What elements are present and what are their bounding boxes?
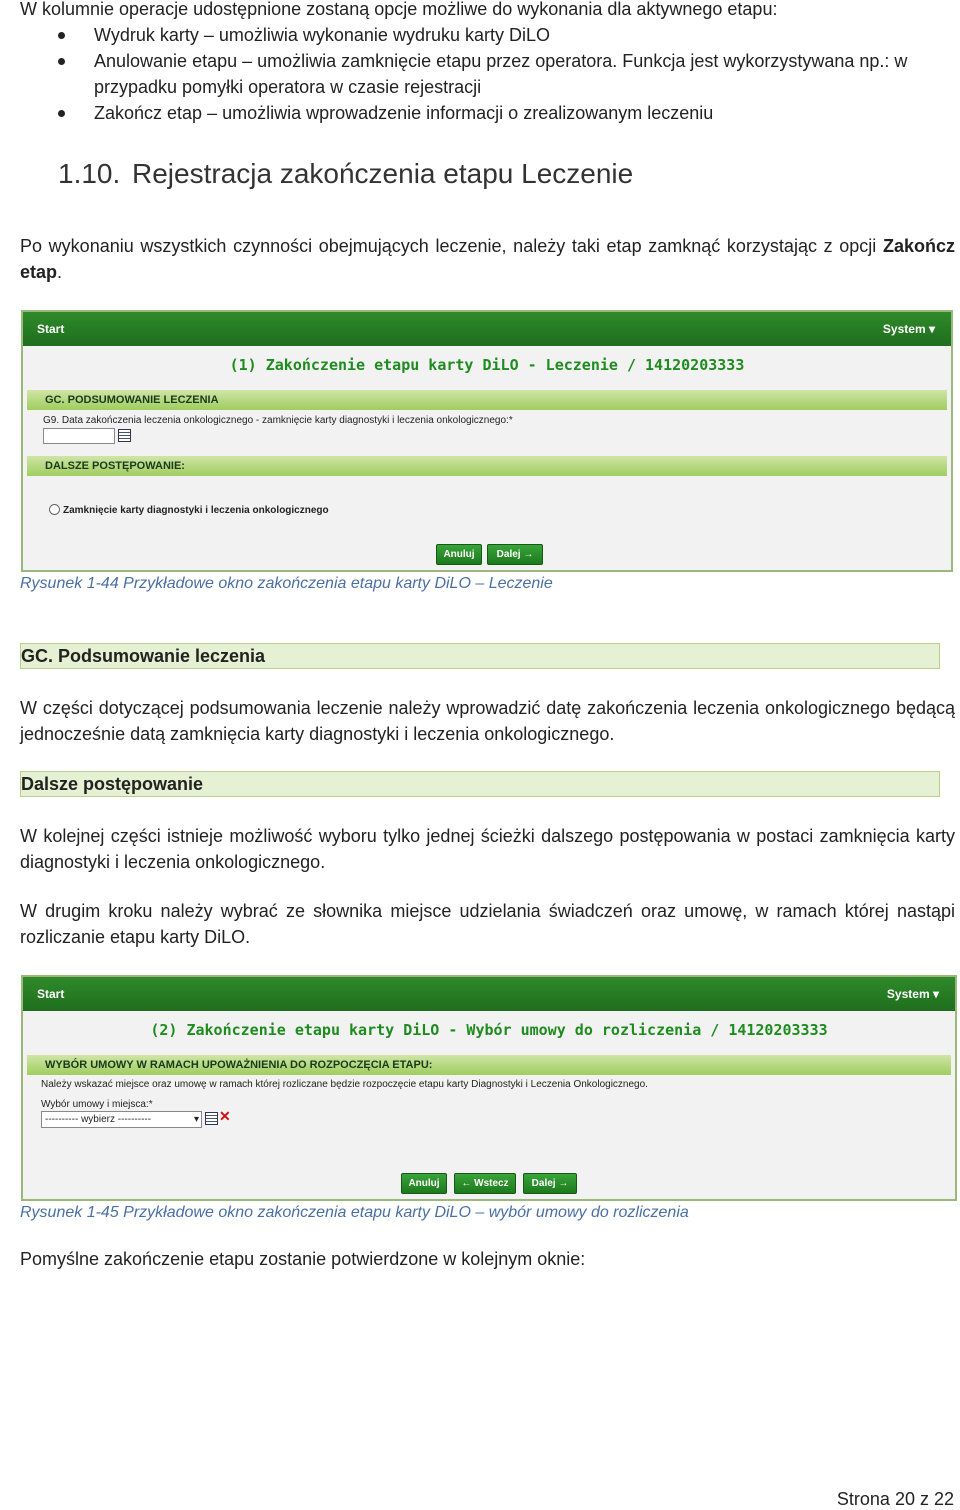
- bullet-icon: [58, 110, 65, 117]
- back-button[interactable]: ← Wstecz: [454, 1173, 516, 1194]
- section-bar-contract: WYBÓR UMOWY W RAMACH UPOWAŻNIENIA DO ROZPOCZĘCIA ETAPU:: [27, 1055, 951, 1075]
- section-bar-summary: GC. PODSUMOWANIE LECZENIA: [27, 390, 947, 410]
- section-bar-dalsze: Dalsze postępowanie: [20, 771, 940, 797]
- close-card-radio[interactable]: [49, 504, 60, 515]
- field-label: G9. Data zakończenia leczenia onkologicznego - zamknięcie karty diagnostyki i leczenia onkologicznego:*: [43, 415, 513, 426]
- system-menu[interactable]: System ▾: [882, 322, 935, 336]
- section-bar-next-steps: DALSZE POSTĘPOWANIE:: [27, 456, 947, 476]
- top-bar: [23, 312, 951, 346]
- list-item: Zakończ etap – umożliwia wprowadzenie informacji o zrealizowanym leczeniu: [20, 100, 950, 126]
- window-title: (1) Zakończenie etapu karty DiLO - Leczenie / 14120203333: [229, 356, 745, 374]
- paragraph-next-steps: W kolejnej części istnieje możliwość wyboru tylko jednej ścieżki dalszego postępowania w postaci zamknięcia karty diagnostyki i leczenia onkologicznego.: [20, 826, 955, 872]
- operations-list: [20, 22, 950, 126]
- paragraph-contract: W drugim kroku należy wybrać ze słownika miejsce udzielania świadczeń oraz umowę, w ramach której nastąpi rozliczanie etapu karty DiLO.: [20, 901, 955, 947]
- contract-select[interactable]: ---------- wybierz ---------- ▾: [41, 1111, 202, 1128]
- chevron-down-icon: ▾: [932, 987, 939, 1001]
- caption-figure-44: Rysunek 1-44 Przykładowe okno zakończenia etapu karty DiLO – Leczenie: [20, 575, 553, 592]
- paragraph-summary: W części dotyczącej podsumowania leczenie należy wprowadzić datę zakończenia leczenia onkologicznego będącą jednocześnie datą zamknięcia karty diagnostyki i leczenia onkologicznego.: [20, 698, 955, 744]
- top-bar: [23, 977, 955, 1011]
- list-item: Wydruk karty – umożliwia wykonanie wydruku karty DiLO: [20, 22, 950, 48]
- bullet-icon: [58, 58, 65, 65]
- screenshot-contract-choice: [21, 975, 957, 1201]
- window-title: (2) Zakończenie etapu karty DiLO - Wybór umowy do rozliczenia / 14120203333: [150, 1021, 828, 1039]
- radio-label: Zamknięcie karty diagnostyki i leczenia onkologicznego: [63, 505, 329, 516]
- system-menu[interactable]: System ▾: [886, 987, 939, 1001]
- section-heading: [58, 157, 633, 191]
- screenshot-finish-stage: [21, 310, 953, 572]
- dictionary-icon[interactable]: [205, 1112, 218, 1125]
- intro-line: W kolumnie operacje udostępnione zostaną opcje możliwe do wykonania dla aktywnego etapu:: [20, 0, 778, 19]
- next-button[interactable]: Dalej →: [523, 1173, 577, 1194]
- field-label: Wybór umowy i miejsca:*: [41, 1099, 153, 1110]
- list-item: Anulowanie etapu – umożliwia zamknięcie etapu przez operatora. Funkcja jest wykorzystywana np.: w przypadku pomyłki operatora w czasie rejestracji: [20, 48, 950, 100]
- heading-number: 1.10.: [58, 158, 121, 189]
- page-number: Strona 20 z 22: [836, 1489, 954, 1509]
- cancel-button[interactable]: Anuluj: [436, 544, 482, 565]
- end-date-input[interactable]: [43, 428, 115, 444]
- section-bar-gc: GC. Podsumowanie leczenia: [20, 643, 940, 669]
- start-menu[interactable]: Start: [37, 987, 65, 1001]
- clear-icon[interactable]: ✕: [219, 1108, 231, 1124]
- calendar-icon[interactable]: [118, 429, 131, 442]
- next-button[interactable]: Dalej →: [487, 544, 543, 565]
- start-menu[interactable]: Start: [37, 322, 65, 336]
- caption-figure-45: Rysunek 1-45 Przykładowe okno zakończenia etapu karty DiLO – wybór umowy do rozliczenia: [20, 1204, 689, 1221]
- chevron-down-icon: ▾: [928, 322, 935, 336]
- heading-title: Rejestracja zakończenia etapu Leczenie: [132, 158, 634, 189]
- paragraph-intro: Po wykonaniu wszystkich czynności obejmujących leczenie, należy taki etap zamknąć korzystając z opcji Zakończ etap.: [20, 236, 955, 282]
- bullet-icon: [58, 32, 65, 39]
- paragraph-confirmation: Pomyślne zakończenie etapu zostanie potwierdzone w kolejnym oknie:: [20, 1249, 586, 1269]
- hint-text: Należy wskazać miejsce oraz umowę w ramach której rozliczane będzie rozpoczęcie etapu karty Diagnostyki i Leczenia Onkologicznego.: [41, 1079, 648, 1090]
- cancel-button[interactable]: Anuluj: [401, 1173, 447, 1194]
- chevron-down-icon: ▾: [193, 1114, 199, 1125]
